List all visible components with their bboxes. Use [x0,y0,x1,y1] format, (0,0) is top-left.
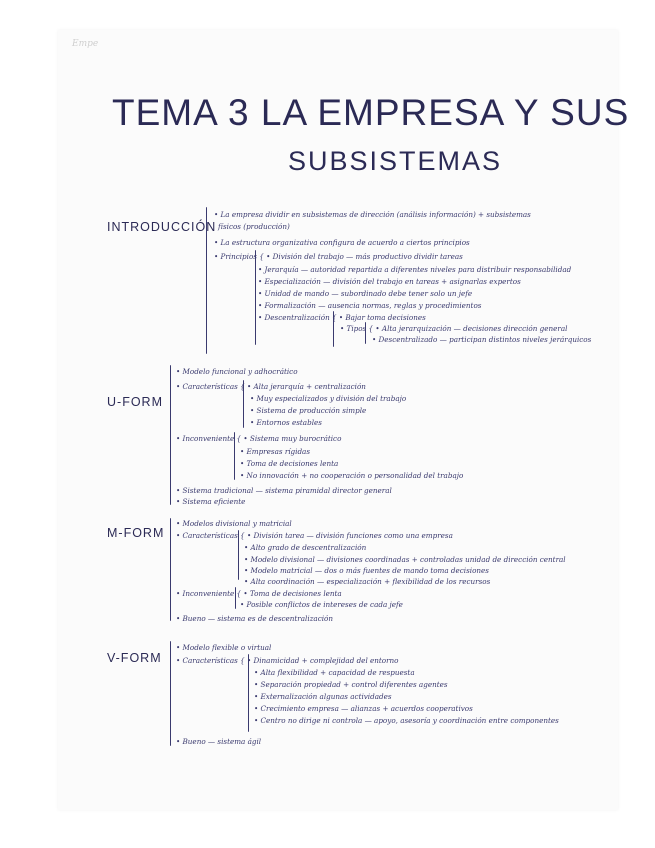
brace-principios [255,250,256,345]
u-form-line: • Muy especializados y división del trabajo [250,394,407,403]
intro-line: físicos (producción) [218,222,290,231]
u-form-line: • Entornos estables [250,418,322,427]
v-form-line: • Externalización algunas actividades [254,692,392,701]
u-form-line: • Empresas rígidas [240,447,311,456]
section-heading-m-form: M-FORM [107,526,165,540]
section-heading-v-form: V-FORM [107,651,162,665]
intro-line: • Formalización — ausencia normas, reglas y procedimientos [258,301,482,310]
m-form-line: • Modelo matricial — dos o más fuentes de mando toma decisiones [244,566,489,575]
brace-v-caracteristicas [248,654,249,732]
page-corner-mark: Empe [72,39,99,49]
v-form-line: • Separación propiedad + control diferentes agentes [254,680,448,689]
brace-m-caracteristicas [238,530,239,580]
intro-line: • La estructura organizativa configura de acuerdo a ciertos principios [214,238,470,247]
u-form-line: • No innovación + no cooperación o personalidad del trabajo [240,471,464,480]
u-form-line: • Toma de decisiones lenta [240,459,339,468]
intro-line: • Jerarquía — autoridad repartida a diferentes niveles para distribuir responsabilidad [258,265,572,274]
m-form-line: • Modelos divisional y matricial [176,519,292,528]
u-form-line: • Características { • Alta jerarquía + centralización [176,382,366,391]
brace-u-form [170,365,171,505]
brace-descentralizacion [333,311,334,347]
title-line-2: SUBSISTEMAS [288,146,503,176]
brace-u-inconveniente [234,432,235,480]
m-form-line: • Inconveniente { • Toma de decisiones lenta [176,589,342,598]
brace-tipos [365,322,366,344]
v-form-line: • Crecimiento empresa — alianzas + acuerdos cooperativos [254,704,473,713]
u-form-line: • Inconveniente { • Sistema muy burocrático [176,434,342,443]
section-heading-u-form: U-FORM [107,395,163,409]
section-heading-introduccion: INTRODUCCIÓN [107,220,217,234]
u-form-line: • Modelo funcional y adhocrático [176,367,298,376]
v-form-line: • Centro no dirige ni controla — apoyo, asesoría y coordinación entre componentes [254,716,559,725]
intro-line: • La empresa dividir en subsistemas de dirección (análisis información) + subsistemas [214,210,531,219]
u-form-line: • Sistema tradicional — sistema piramidal director general [176,486,392,495]
intro-line: • Unidad de mando — subordinado debe tener solo un jefe [258,289,473,298]
brace-m-inconveniente [235,587,236,609]
brace-v-form [170,641,171,746]
intro-line: • Principios { • División del trabajo — más productivo dividir tareas [214,252,463,261]
u-form-line: • Sistema de producción simple [250,406,367,415]
m-form-line: • Posible conflictos de intereses de cada jefe [240,600,403,609]
intro-line: • Especialización — división del trabajo en tareas + asignarlas expertos [258,277,521,286]
brace-m-form [170,518,171,621]
v-form-line: • Características { • Dinamicidad + complejidad del entorno [176,656,399,665]
m-form-line: • Bueno — sistema es de descentralización [176,614,333,623]
v-form-line: • Bueno — sistema ágil [176,737,262,746]
u-form-line: • Sistema eficiente [176,497,246,506]
brace-u-caracteristicas [243,380,244,428]
intro-line: • Descentralización { • Bajar toma decisiones [258,313,426,322]
m-form-line: • Modelo divisional — divisiones coordinadas + controladas unidad de dirección central [244,555,566,564]
m-form-line: • Alto grado de descentralización [244,543,367,552]
title-line-1: TEMA 3 LA EMPRESA Y SUS [112,92,630,133]
v-form-line: • Alta flexibilidad + capacidad de respuesta [254,668,415,677]
intro-line: • Tipos { • Alta jerarquización — decisiones dirección general [340,324,568,333]
v-form-line: • Modelo flexible o virtual [176,643,272,652]
brace-introduccion [206,207,207,354]
m-form-line: • Características { • División tarea — división funciones como una empresa [176,531,453,540]
intro-line: • Descentralizado — participan distintos niveles jerárquicos [372,335,592,344]
m-form-line: • Alta coordinación — especialización + flexibilidad de los recursos [244,577,491,586]
